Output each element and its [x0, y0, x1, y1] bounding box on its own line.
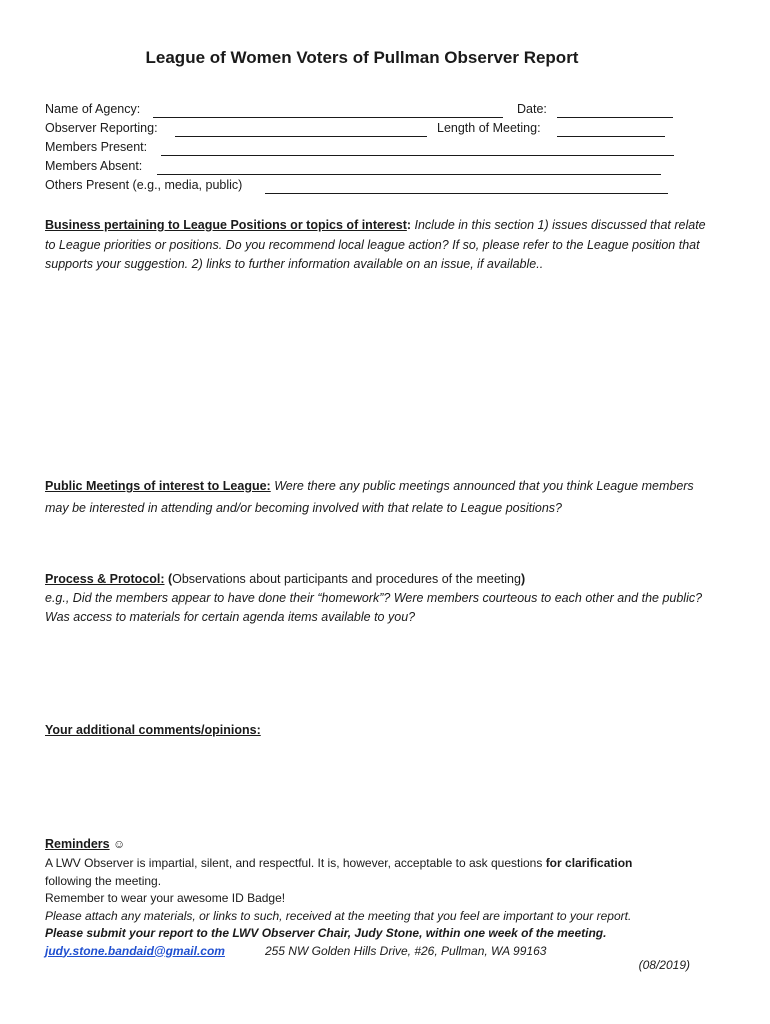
process-text: e.g., Did the members appear to have done their “homework”? Were members courteous to each other and the public? Was access to materials for certain agenda items available to you?	[45, 591, 703, 624]
reminders-heading: Reminders	[45, 837, 110, 851]
reminders-heading-line	[45, 833, 725, 855]
reminder-clarification: for clarification	[545, 856, 633, 870]
page-title: League of Women Voters of Pullman Observer Report	[145, 48, 579, 67]
members-present-row	[45, 140, 685, 158]
reminder-following: following the meeting.	[45, 873, 162, 888]
observer-field[interactable]	[175, 136, 427, 137]
comments-heading: Your additional comments/opinions:	[45, 723, 261, 737]
reminder-submit: Please submit your report to the LWV Observer Chair, Judy Stone, within one week of the meeting.	[45, 926, 607, 940]
public-meetings-text: Were there any public meetings announced that you think League members may be interested in attending and/or becoming involved with that relate to League positions?	[45, 479, 694, 515]
reminder-attach: Please attach any materials, or links to such, received at the meeting that you feel are important to your report.	[45, 908, 632, 923]
process-paren-close: )	[520, 572, 526, 586]
reminder-badge: Remember to wear your awesome ID Badge!	[45, 891, 286, 905]
process-plain-text: Observations about participants and procedures of the meeting	[172, 572, 521, 586]
reminder-impartial	[45, 855, 725, 873]
observer-label: Observer Reporting:	[45, 121, 158, 135]
agency-row	[45, 102, 685, 120]
members-absent-label: Members Absent:	[45, 159, 143, 173]
process-heading: Process & Protocol:	[45, 572, 165, 586]
business-text: Include in this section 1) issues discussed that relate to League priorities or positions. Do you recommend local league action? If so, please refer to the League position that supports your suggestion. 2) links to further information available on an issue, if available..	[45, 218, 706, 271]
date-label: Date:	[517, 102, 547, 116]
business-colon: :	[406, 218, 412, 232]
agency-label: Name of Agency:	[45, 102, 141, 116]
reminders-block	[45, 833, 725, 960]
reminder-impartial-text: A LWV Observer is impartial, silent, and respectful. It is, however, acceptable to ask questions	[45, 856, 546, 870]
smiley-icon: ☺	[112, 837, 126, 851]
members-present-field[interactable]	[161, 155, 674, 156]
members-absent-row	[45, 159, 685, 177]
date-field[interactable]	[557, 117, 673, 118]
public-meetings-section	[45, 475, 707, 519]
process-heading-line	[45, 570, 707, 589]
observer-row	[45, 121, 685, 139]
others-present-field[interactable]	[265, 193, 668, 194]
version-date: (08/2019)	[638, 958, 690, 972]
address-text: 255 NW Golden Hills Drive, #26, Pullman, WA 99163	[264, 943, 547, 958]
business-heading: Business pertaining to League Positions or topics of interest	[45, 218, 407, 232]
members-absent-field[interactable]	[157, 174, 661, 175]
contact-line	[45, 943, 725, 961]
business-section	[45, 216, 707, 275]
process-paren-open: (	[164, 572, 173, 586]
others-present-row	[45, 178, 685, 196]
length-field[interactable]	[557, 136, 665, 137]
comments-section	[45, 721, 707, 741]
process-section	[45, 570, 707, 627]
length-label: Length of Meeting:	[437, 121, 541, 135]
email-link[interactable]: judy.stone.bandaid@gmail.com	[45, 943, 225, 958]
others-present-label: Others Present (e.g., media, public)	[45, 178, 243, 192]
public-meetings-heading: Public Meetings of interest to League:	[45, 479, 271, 493]
agency-field[interactable]	[153, 117, 503, 118]
members-present-label: Members Present:	[45, 140, 148, 154]
